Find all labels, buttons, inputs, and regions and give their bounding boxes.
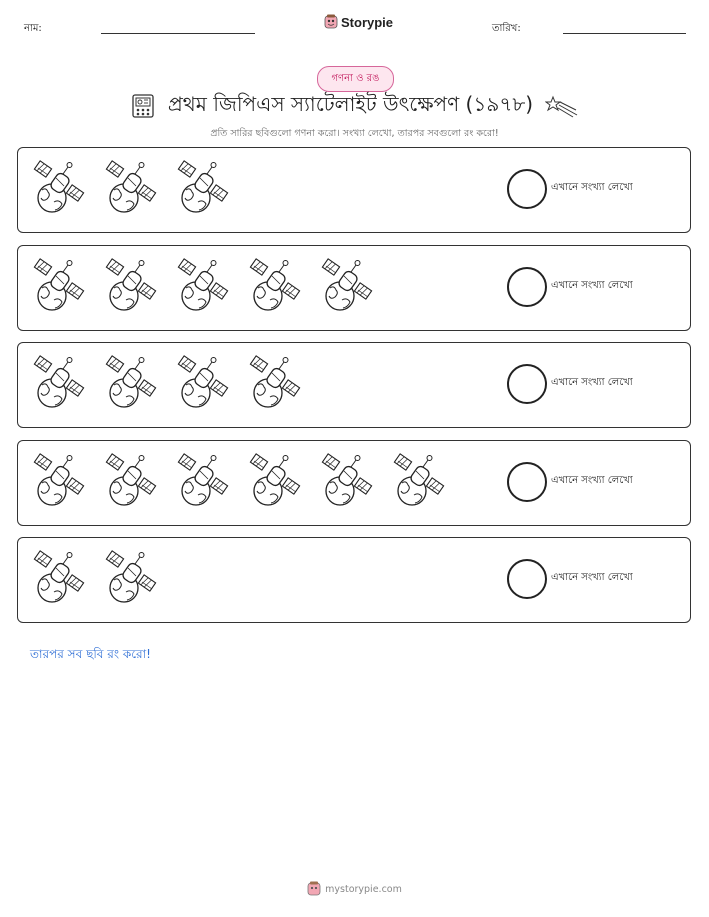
answer-label: এখানে সংখ্যা লেখো [551, 182, 633, 193]
category-tag: গণনা ও রঙ [317, 66, 394, 92]
shooting-star-icon [545, 93, 579, 119]
satellite-earth-icon [104, 550, 158, 606]
name-field-line[interactable] [101, 33, 255, 34]
answer-circle[interactable] [507, 267, 547, 307]
counting-row [17, 440, 691, 526]
satellite-earth-icon [32, 355, 86, 411]
brand-logo [324, 14, 393, 30]
counting-row [17, 147, 691, 233]
answer-circle[interactable] [507, 364, 547, 404]
storypie-mascot-icon [307, 881, 321, 897]
satellite-earth-icon [104, 258, 158, 314]
page-title: প্রথম জিপিএস স্যাটেলাইট উৎক্ষেপণ (১৯৭৮) [167, 91, 534, 116]
satellite-earth-icon [176, 258, 230, 314]
site-url: mystorypie.com [325, 883, 402, 895]
satellite-earth-icon [320, 453, 374, 509]
icon-group [32, 453, 446, 509]
icon-group [32, 355, 302, 411]
icon-group [32, 160, 230, 216]
site-footer [0, 881, 709, 897]
satellite-earth-icon [248, 258, 302, 314]
answer-label: এখানে সংখ্যা লেখো [551, 572, 633, 583]
satellite-earth-icon [104, 160, 158, 216]
satellite-earth-icon [392, 453, 446, 509]
answer-circle[interactable] [507, 462, 547, 502]
gps-device-icon [130, 93, 156, 119]
satellite-earth-icon [104, 355, 158, 411]
satellite-earth-icon [176, 453, 230, 509]
satellite-earth-icon [32, 550, 86, 606]
satellite-earth-icon [176, 160, 230, 216]
satellite-earth-icon [248, 355, 302, 411]
answer-label: এখানে সংখ্যা লেখো [551, 475, 633, 486]
satellite-earth-icon [32, 453, 86, 509]
answer-label: এখানে সংখ্যা লেখো [551, 377, 633, 388]
satellite-earth-icon [176, 355, 230, 411]
satellite-earth-icon [320, 258, 374, 314]
answer-label: এখানে সংখ্যা লেখো [551, 280, 633, 291]
answer-circle[interactable] [507, 169, 547, 209]
storypie-mascot-icon [324, 14, 338, 30]
instructions: প্রতি সারির ছবিগুলো গণনা করো। সংখ্যা লেখো, তারপর সবগুলো রং করো! [210, 128, 499, 139]
icon-group [32, 550, 158, 606]
satellite-earth-icon [32, 160, 86, 216]
name-label: নাম: [24, 23, 42, 34]
satellite-earth-icon [248, 453, 302, 509]
title-bar [0, 91, 709, 121]
answer-circle[interactable] [507, 559, 547, 599]
date-field-line[interactable] [563, 33, 686, 34]
footer-note: তারপর সব ছবি রং করো! [30, 647, 151, 661]
satellite-earth-icon [32, 258, 86, 314]
satellite-earth-icon [104, 453, 158, 509]
date-label: তারিখ: [492, 23, 521, 34]
counting-row [17, 245, 691, 331]
counting-row [17, 342, 691, 428]
brand-name: Storypie [341, 14, 394, 30]
icon-group [32, 258, 374, 314]
counting-row [17, 537, 691, 623]
worksheet-header [0, 14, 709, 38]
